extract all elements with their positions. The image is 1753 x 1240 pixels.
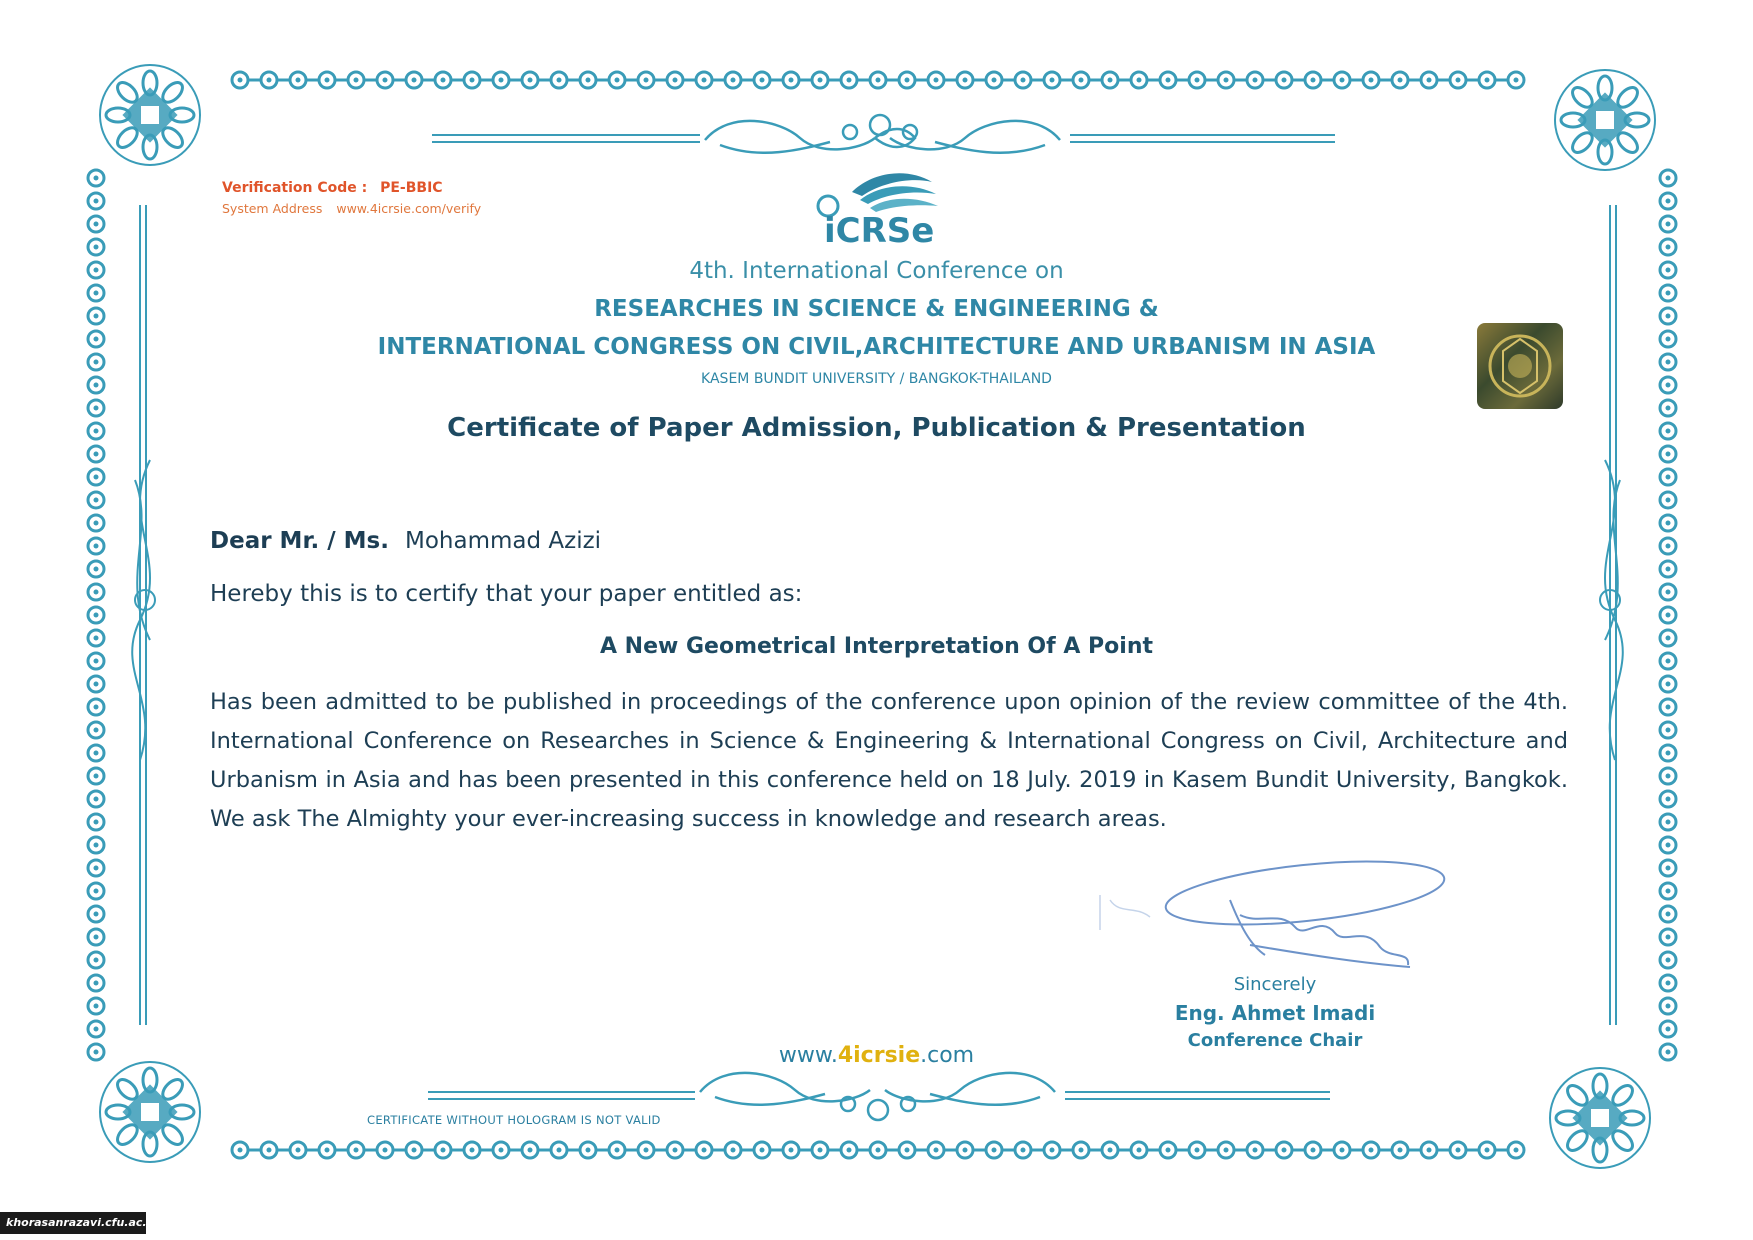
border-top-chain bbox=[232, 72, 1524, 88]
watermark-domain: khorasanrazavi.cfu.ac.ir bbox=[0, 1212, 146, 1234]
website-prefix: www. bbox=[778, 1043, 838, 1068]
paper-title: A New Geometrical Interpretation Of A Point bbox=[599, 634, 1154, 659]
closing-text: Sincerely bbox=[1233, 974, 1317, 995]
verification-info bbox=[222, 180, 491, 216]
verification-code-value: PE-BBIC bbox=[380, 180, 443, 196]
border-bottom-chain bbox=[232, 1142, 1524, 1158]
icrsie-logo bbox=[812, 162, 952, 252]
system-address-link[interactable]: www.4icrsie.com/verify bbox=[336, 201, 482, 216]
system-address-label: System Address bbox=[222, 201, 323, 216]
recipient-name: Mohammad Azizi bbox=[404, 528, 602, 554]
verification-code-label: Verification Code : bbox=[222, 180, 368, 196]
salutation-label: Dear Mr. / Ms. bbox=[210, 528, 389, 554]
conference-website-link[interactable] bbox=[0, 1043, 1753, 1068]
conference-line2: RESEARCHES IN SCIENCE & ENGINEERING & bbox=[594, 296, 1159, 322]
system-address-row bbox=[222, 201, 491, 216]
certificate-title: Certificate of Paper Admission, Publication & Presentation bbox=[447, 413, 1306, 443]
bottom-flourish bbox=[700, 1073, 1055, 1120]
conference-line1: 4th. International Conference on bbox=[689, 258, 1064, 284]
hologram-validity-note: CERTIFICATE WITHOUT HOLOGRAM IS NOT VALID bbox=[367, 1113, 661, 1127]
signature-image bbox=[1090, 855, 1450, 975]
signature-block bbox=[1150, 974, 1400, 1051]
verification-code-row bbox=[222, 180, 491, 196]
website-suffix: .com bbox=[920, 1043, 975, 1068]
top-flourish bbox=[705, 115, 1060, 153]
signer-role: Conference Chair bbox=[1187, 1030, 1363, 1051]
hologram-seal-icon bbox=[1475, 321, 1565, 411]
salutation-line bbox=[210, 528, 601, 554]
conference-venue: KASEM BUNDIT UNIVERSITY / BANGKOK-THAILAND bbox=[701, 371, 1052, 387]
certificate-body: Has been admitted to be published in proceedings of the conference upon opinion of the review committee of the 4th. International Conference on Researches in Science & Engineering & International Congress on Civil, Architecture and Urbanism in Asia and has been presented in this conference held on 18 July. 2019 in Kasem Bundit University, Bangkok. We ask The Almighty your ever-increasing success in knowledge and research areas. bbox=[210, 689, 1568, 832]
logo-text: iCRSe bbox=[824, 211, 935, 251]
hereby-statement: Hereby this is to certify that your paper entitled as: bbox=[210, 581, 803, 607]
conference-line3: INTERNATIONAL CONGRESS ON CIVIL,ARCHITECTURE AND URBANISM IN ASIA bbox=[377, 334, 1376, 360]
signer-name: Eng. Ahmet Imadi bbox=[1174, 1001, 1376, 1025]
website-highlight: 4icrsie bbox=[837, 1043, 921, 1068]
